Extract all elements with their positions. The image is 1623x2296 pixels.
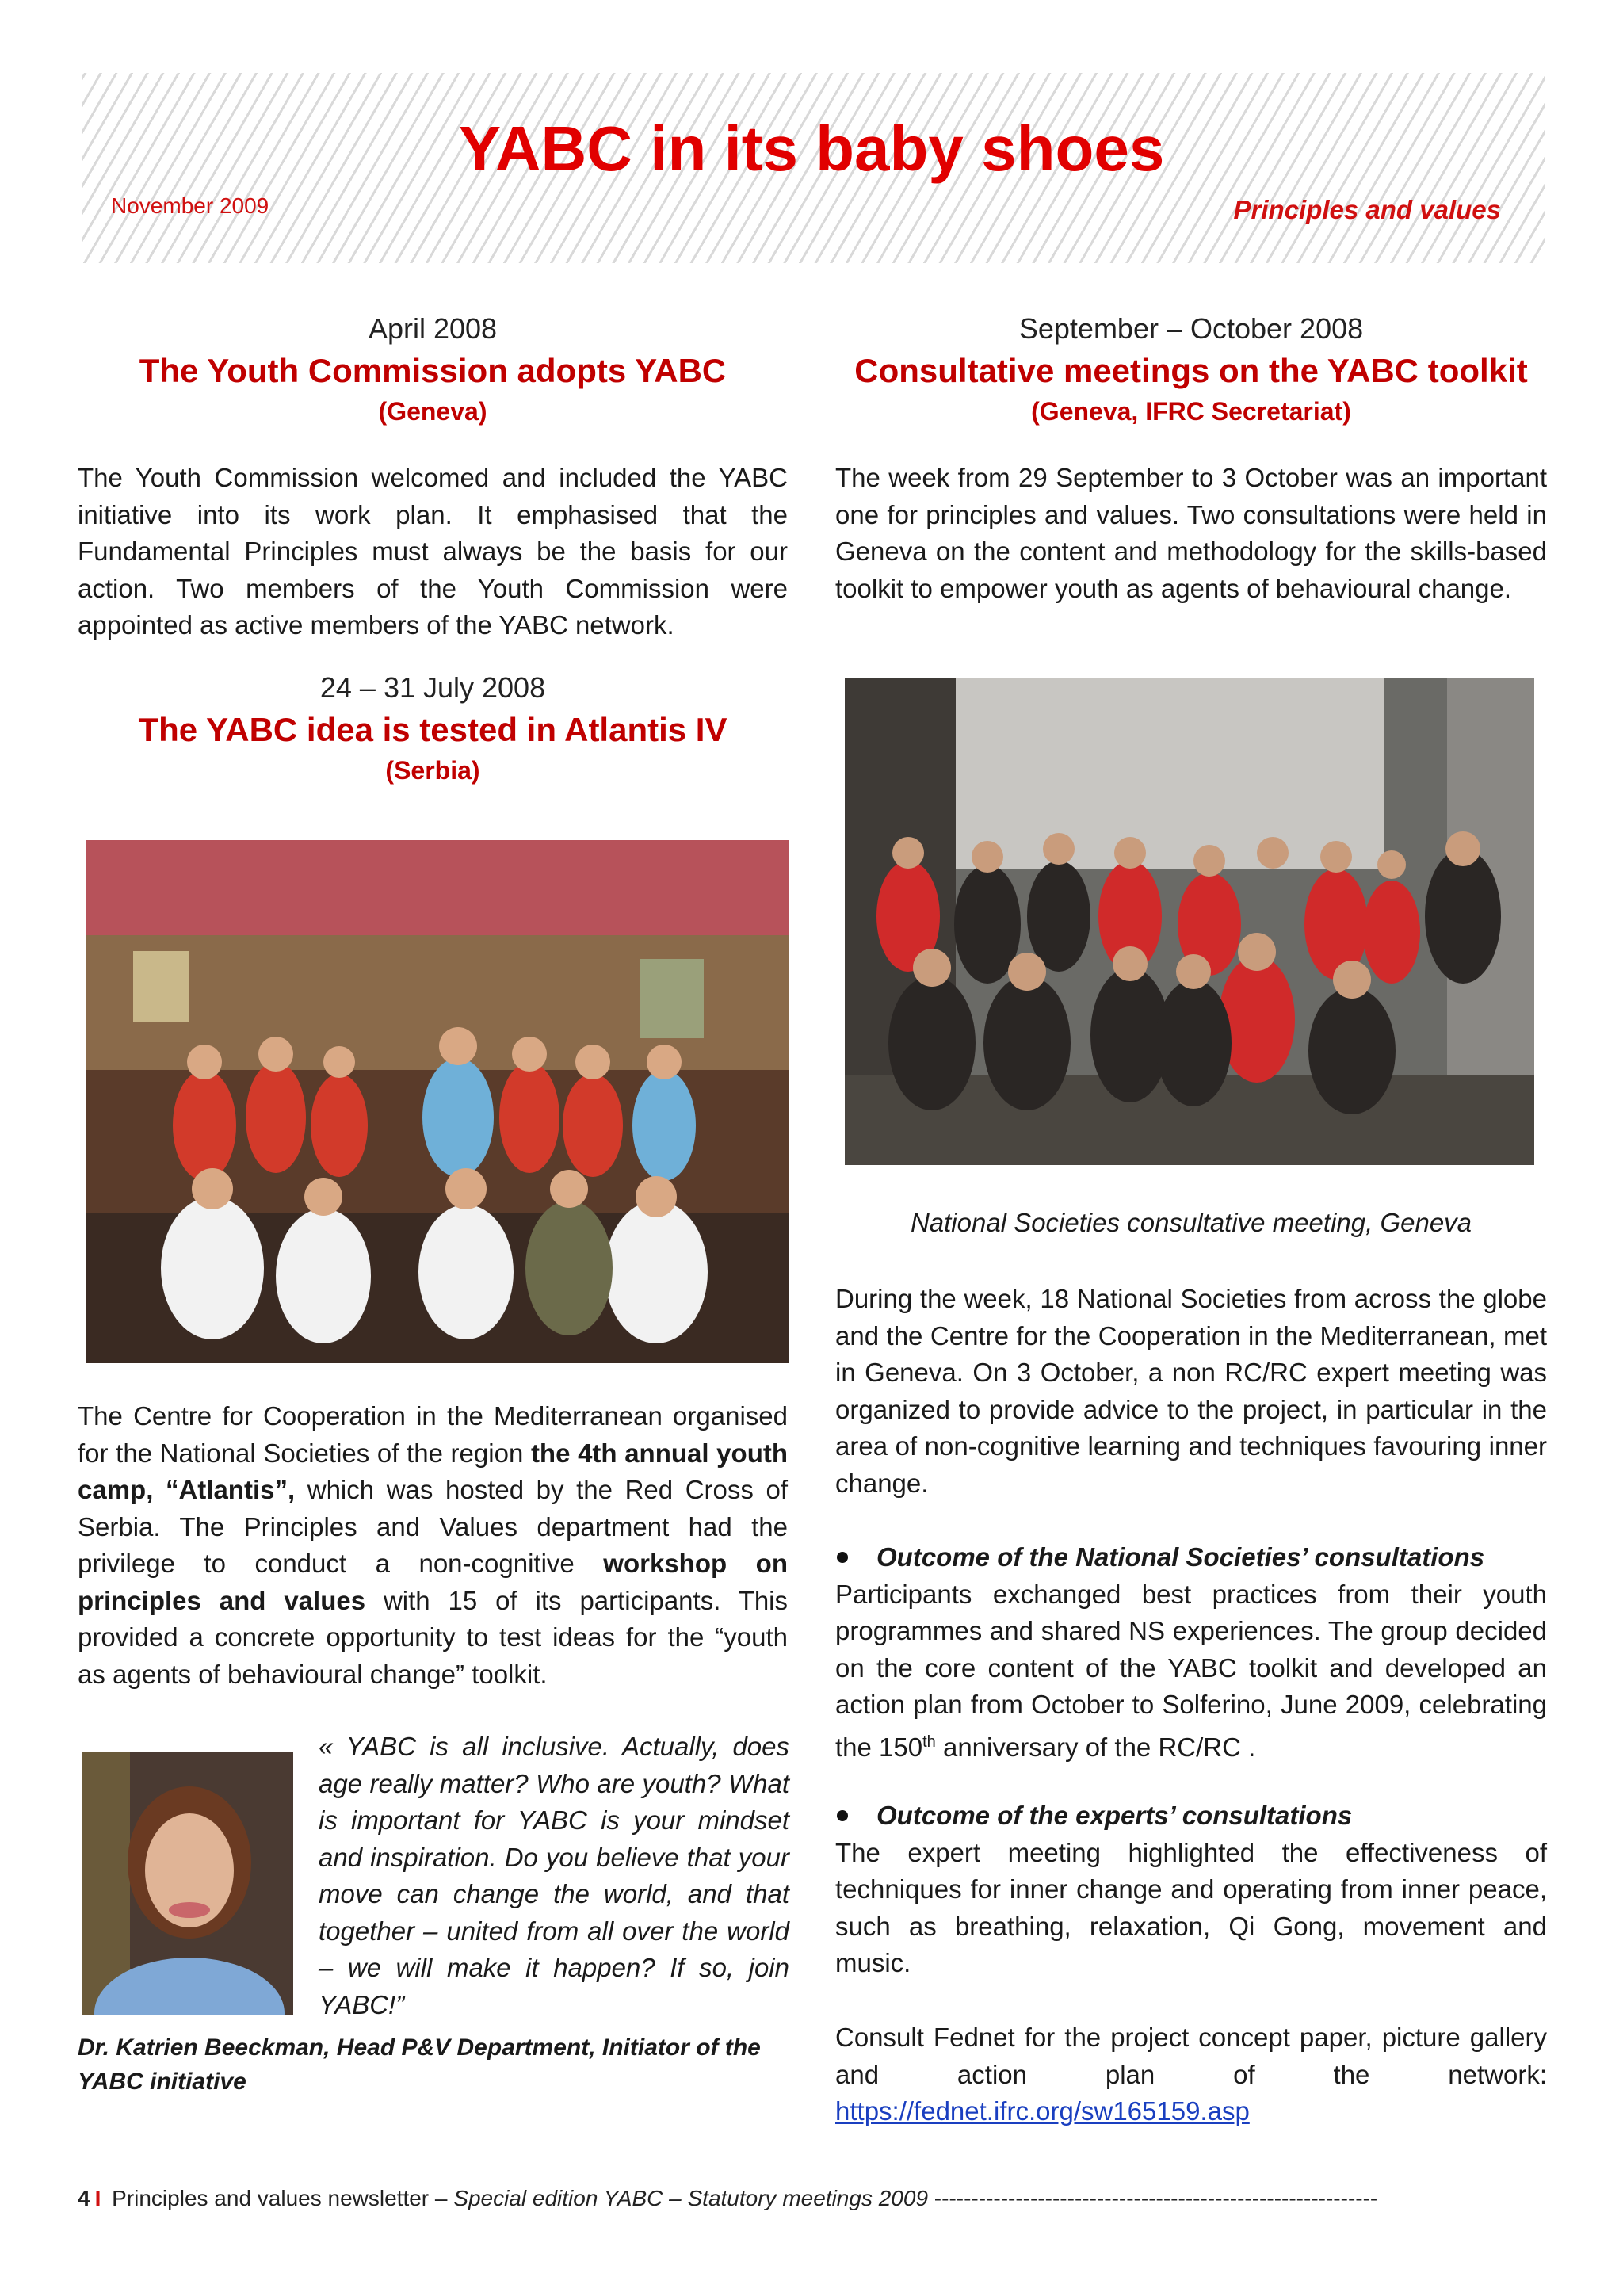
footer-edition: Special edition YABC – Statutory meetings 2009 xyxy=(453,2186,929,2210)
page-footer xyxy=(78,2186,1552,2211)
event3-date: September – October 2008 xyxy=(1018,312,1364,345)
outcome1-body-end: anniversary of the RC/RC . xyxy=(935,1732,1256,1762)
event3-title: Consultative meetings on the YABC toolkit xyxy=(854,352,1528,389)
outcome1-sup: th xyxy=(922,1733,936,1751)
outcome1-text xyxy=(835,1576,1547,1767)
event1-text: The Youth Commission welcomed and included the YABC initiative into its work plan. It emphasised that the Fundamental Principles must always be the basis for our action. Two members of the Youth Commission were appointed as active members of the YABC network. xyxy=(78,463,788,640)
event2-location: (Serbia) xyxy=(385,755,480,785)
camp-text xyxy=(78,1398,788,1693)
outcome2-block xyxy=(835,1797,1547,1982)
quote-signature: Dr. Katrien Beeckman, Head P&V Department, Initiator of the YABC initiative xyxy=(78,2034,761,2095)
outcome2-heading xyxy=(835,1797,1547,1835)
footer-text: Principles and values newsletter – xyxy=(105,2186,454,2210)
event2-title: The YABC idea is tested in Atlantis IV xyxy=(138,710,727,748)
camp-text-2: which was hosted by the Red Cross of Serbia. The Principles and Values department had the privilege to conduct a non-cognitive xyxy=(78,1475,788,1578)
geneva-group-photo xyxy=(845,678,1534,1165)
outcome1-body: Participants exchanged best practices from their youth programmes and shared NS experiences. The group decided on the core content of the YABC toolkit and developed an action plan from October to Solferino, June 2009, celebrating the 150 xyxy=(835,1579,1547,1762)
outcome1-title: Outcome of the National Societies’ consultations xyxy=(876,1542,1485,1572)
left-column xyxy=(78,309,788,789)
outcome1-heading xyxy=(835,1539,1547,1576)
bullet-icon xyxy=(837,1552,848,1563)
camp-text-3: with 15 of its participants. This provided a concrete opportunity to test ideas for the “youth as agents of behavioural change” toolkit. xyxy=(78,1585,789,1689)
camp-text-bold-1: the 4th annual youth camp, “Atlantis”, xyxy=(78,1438,789,1504)
outcome2-text: The expert meeting highlighted the effectiveness of techniques for inner change and operating from inner peace, such as breathing, relaxation, Qi Gong, movement and music. xyxy=(835,1837,1547,1977)
footer-dashes: ------------------------------------------------------------ xyxy=(928,2186,1378,2210)
event3-text: The week from 29 September to 3 October was an important one for principles and values. Two consultations were held in Geneva on the content and methodology for the skills-based toolkit to empower youth as agents of behavioural change. xyxy=(835,463,1547,603)
event2-date: 24 – 31 July 2008 xyxy=(319,670,546,704)
quote-text: « YABC is all inclusive. Actually, does age really matter? Who are youth? What is important for YABC is your mindset and inspiration. Do you believe that your move can change the world, and that together – united from all over the world – we will make it happen? If so, join YABC!” xyxy=(319,1732,789,2019)
atlantis-group-photo xyxy=(86,840,789,1363)
right-column xyxy=(835,309,1547,607)
consult-text xyxy=(835,2019,1547,2130)
camp-text-bold-2: workshop on principles and values xyxy=(78,1549,788,1615)
section-tag: Principles and values xyxy=(1233,195,1501,224)
issue-date: November 2009 xyxy=(111,193,269,218)
photo-caption: National Societies consultative meeting, Geneva xyxy=(910,1208,1472,1237)
event3-location: (Geneva, IFRC Secretariat) xyxy=(1031,397,1351,426)
event1-date: April 2008 xyxy=(368,312,498,345)
outcome1-block xyxy=(835,1539,1547,1766)
camp-text-1: The Centre for Cooperation in the Mediterranean organised for the National Societies of the region xyxy=(78,1401,788,1468)
fednet-link[interactable]: https://fednet.ifrc.org/sw165159.asp xyxy=(835,2096,1250,2126)
event1-title: The Youth Commission adopts YABC xyxy=(139,352,727,389)
page-title: YABC in its baby shoes xyxy=(458,113,1165,184)
event1-location: (Geneva) xyxy=(378,397,487,426)
bullet-icon xyxy=(837,1810,848,1821)
portrait-photo xyxy=(82,1752,293,2015)
week-text: During the week, 18 National Societies from across the globe and the Centre for the Cooperation in the Mediterranean, met in Geneva. On 3 October, a non RC/RC expert meeting was organized to provide advice to the project, in particular in the area of non-cognitive learning and techniques favouring inner change. xyxy=(835,1284,1547,1498)
page-number: 4 xyxy=(78,2186,90,2210)
consult-body: Consult Fednet for the project concept paper, picture gallery and action plan of the network: xyxy=(835,2023,1547,2089)
footer-separator: I xyxy=(94,2186,101,2210)
outcome2-title: Outcome of the experts’ consultations xyxy=(876,1801,1353,1830)
